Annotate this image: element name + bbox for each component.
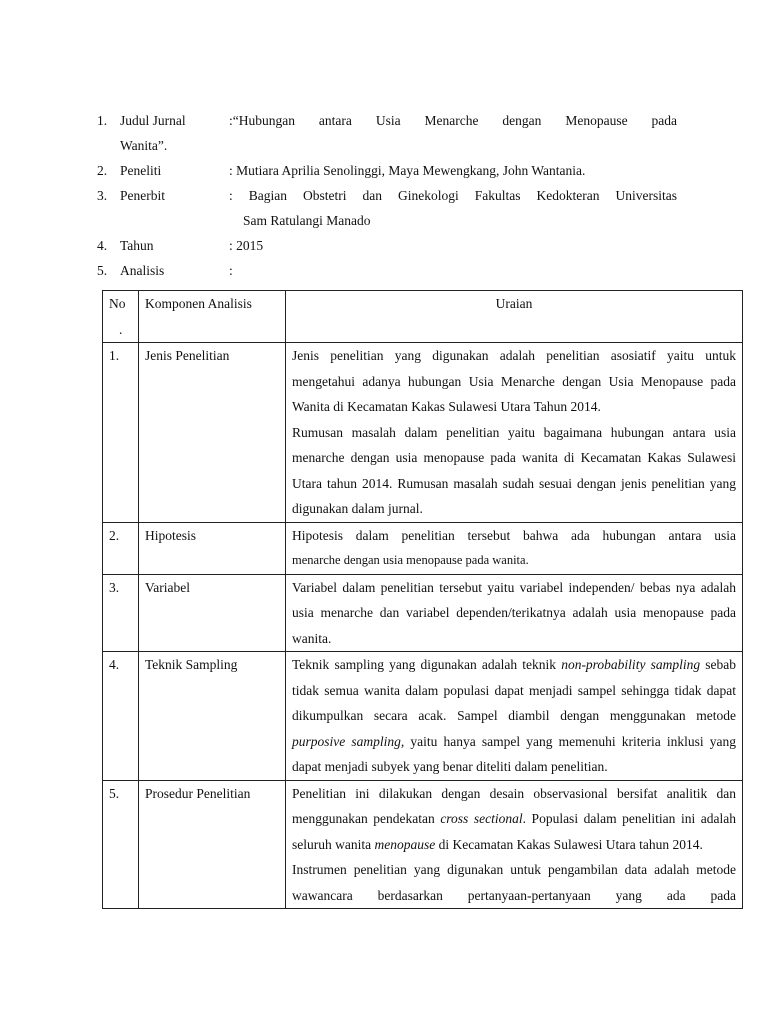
meta-penerbit-label: Penerbit (120, 188, 165, 203)
uraian-italic-term: cross sectional (440, 811, 523, 826)
meta-penerbit-value: : Bagian Obstetri dan Ginekologi Fakultas Kedokteran Universitas (229, 188, 677, 203)
row-komponen: Variabel (139, 574, 286, 652)
uraian-paragraph (292, 781, 736, 858)
table-row (103, 522, 743, 574)
meta-tahun (97, 233, 677, 258)
row-no: 4. (103, 652, 139, 781)
row-komponen: Jenis Penelitian (139, 343, 286, 523)
meta-peneliti (97, 158, 677, 183)
uraian-text: sebab tidak semua wanita dalam populasi dapat menjadi sampel sehingga tidak dapat dikumpulkan secara acak. Sampel diambil dengan menggunakan metode (292, 657, 736, 723)
uraian-paragraph: menarche dengan usia menopause pada wanita. (292, 553, 529, 567)
meta-penerbit-cont-row (97, 208, 677, 233)
uraian-paragraph: Rumusan masalah dalam penelitian yaitu bagaimana hubungan antara usia menarche dengan usia menopause pada wanita di Kecamatan Kakas Sulawesi Utara tahun 2014. Rumusan masalah sudah sesuai dengan jenis penelitian yang digunakan dalam jurnal. (292, 424, 736, 516)
uraian-paragraph: Hipotesis dalam penelitian tersebut bahwa ada hubungan antara usia (292, 527, 736, 543)
meta-judul-value: :“Hubungan antara Usia Menarche dengan Menopause pada (229, 113, 677, 128)
uraian-text: Penelitian ini dilakukan dengan desain observasional bersifat analitik dan menggunakan pendekatan (292, 785, 736, 826)
meta-analisis (97, 258, 677, 283)
row-uraian (286, 780, 743, 909)
meta-tahun-label: Tahun (120, 238, 154, 253)
uraian-text: . Populasi dalam penelitian ini adalah seluruh wanita (292, 811, 736, 852)
meta-judul-label: Judul Jurnal (120, 113, 186, 128)
analysis-table (102, 290, 743, 909)
row-komponen: Prosedur Penelitian (139, 780, 286, 909)
meta-tahun-num: 4. (97, 238, 108, 253)
header-komponen: Komponen Analisis (139, 291, 286, 343)
uraian-italic-term: non-probability sampling (561, 657, 701, 672)
uraian-text: yaitu hanya sampel yang memenuhi kriteria inklusi yang dapat menjadi subyek yang benar diteliti dalam penelitian. (292, 733, 737, 774)
uraian-paragraph: Instrumen penelitian yang digunakan untuk pengambilan data adalah metode wawancara berdasarkan pertanyaan-pertanyaan yang ada pada (292, 862, 736, 903)
header-uraian: Uraian (286, 291, 743, 343)
meta-judul-num: 1. (97, 113, 108, 128)
uraian-text: Teknik sampling yang digunakan adalah teknik (292, 657, 562, 672)
table-row (103, 574, 743, 652)
uraian-paragraph: Jenis penelitian yang digunakan adalah penelitian asosiatif yaitu untuk mengetahui adanya hubungan Usia Menarche dengan Usia Menopause pada Wanita di Kecamatan Kakas Sulawesi Utara Tahun 2014. (292, 348, 736, 414)
table-header-row (103, 291, 743, 343)
meta-analisis-num: 5. (97, 263, 108, 278)
meta-peneliti-num: 2. (97, 163, 108, 178)
uraian-paragraph (292, 652, 736, 780)
row-komponen: Hipotesis (139, 522, 286, 574)
row-uraian (286, 343, 743, 523)
row-no: 1. (103, 343, 139, 523)
header-no (103, 291, 139, 343)
table-row (103, 780, 743, 909)
row-uraian (286, 522, 743, 574)
meta-peneliti-label: Peneliti (120, 163, 162, 178)
meta-analisis-value: : (229, 263, 233, 278)
row-komponen: Teknik Sampling (139, 652, 286, 781)
meta-judul-cont (97, 133, 677, 158)
row-no: 5. (103, 780, 139, 909)
row-uraian (286, 574, 743, 652)
uraian-italic-term: menopause (374, 836, 436, 852)
header-no-dot: . (119, 321, 123, 337)
row-uraian (286, 652, 743, 781)
meta-penerbit-value-cont: Sam Ratulangi Manado (243, 213, 371, 228)
header-no-text: No (109, 296, 126, 311)
meta-analisis-label: Analisis (120, 263, 165, 278)
table-row (103, 343, 743, 523)
meta-penerbit-num: 3. (97, 188, 108, 203)
meta-penerbit (97, 183, 677, 208)
meta-tahun-value: : 2015 (229, 238, 264, 253)
table-row (103, 652, 743, 781)
journal-metadata (97, 108, 677, 283)
meta-peneliti-value: : Mutiara Aprilia Senolinggi, Maya Mewengkang, John Wantania. (229, 163, 586, 178)
row-no: 2. (103, 522, 139, 574)
uraian-paragraph: Variabel dalam penelitian tersebut yaitu variabel independen/ bebas nya adalah usia menarche dan variabel dependen/terikatnya adalah usia menopause pada wanita. (292, 579, 736, 646)
uraian-italic-term: purposive sampling, (292, 733, 405, 749)
uraian-text: di Kecamatan Kakas Sulawesi Utara tahun 2014. (435, 836, 703, 852)
meta-judul-value-cont: Wanita”. (120, 138, 168, 153)
meta-judul (97, 108, 677, 133)
row-no: 3. (103, 574, 139, 652)
